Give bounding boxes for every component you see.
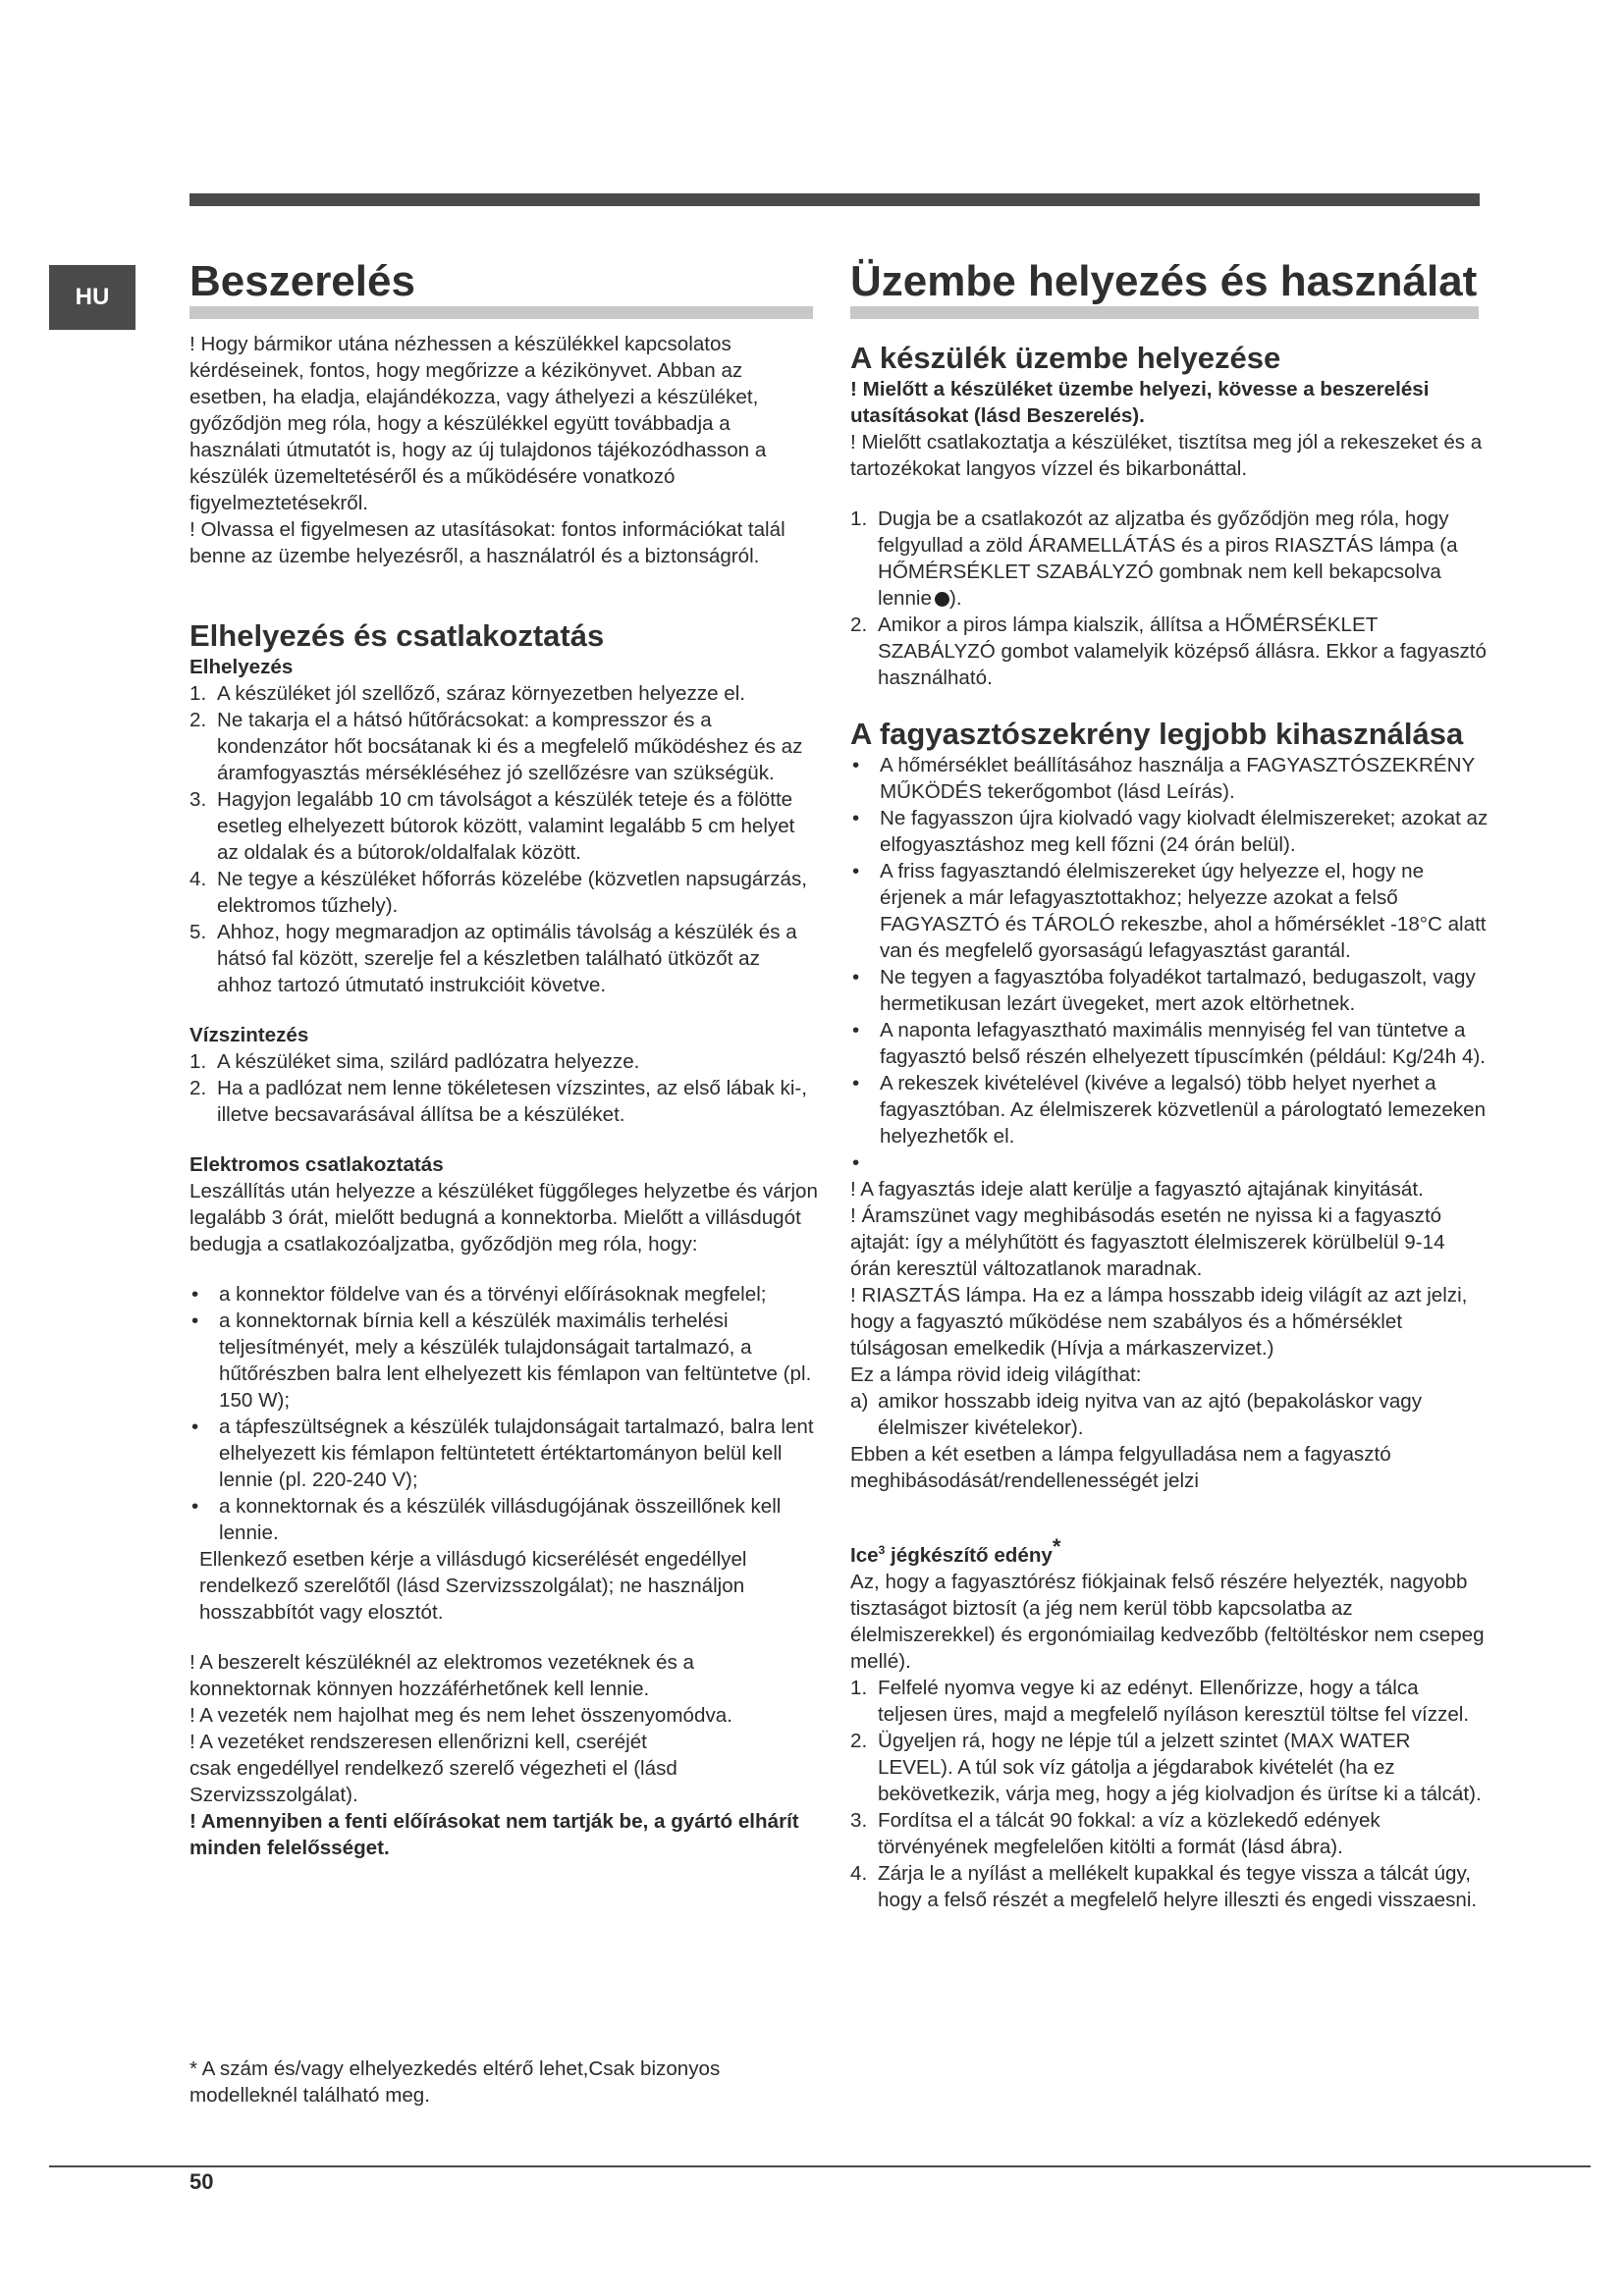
left-column <box>189 257 818 1861</box>
best-use-bullet: • Ne tegyen a fagyasztóba folyadékot tartalmazó, bedugaszolt, vagy hermetikusan lezárt üvegeket, mert azok eltörhetnek. <box>852 966 1476 1015</box>
electric-bullet: • a tápfeszültségnek a készülék tulajdonságait tartalmazó, balra lent elhelyezett kis fémlapon feltüntetett értéktartományon belül kell lennie (pl. 220-240 V); <box>191 1415 814 1491</box>
intro-paragraph-2: ! Olvassa el figyelmesen az utasításokat: fontos információkat talál benne az üzembe helyezésről, a használatról és a biztonságról. <box>189 518 785 567</box>
note-5: a) amikor hosszabb ideig nyitva van az ajtó (bepakoláskor vagy élelmiszer kivételekor). <box>850 1390 1423 1439</box>
placement-item: 2. Ne takarja el a hátsó hűtőrácsokat: a kompresszor és a kondenzátor hőt bocsátanak ki és a megfelelő működéshez és az áramfogyasztás mérsékléséhez jó szellőzésre van szükségük. <box>189 709 803 784</box>
warning-1: ! A beszerelt készüléknél az elektromos vezetéknek és a konnektornak könnyen hozzáférhetőnek kell lennie. <box>189 1651 694 1700</box>
electric-bullet: • a konnektornak és a készülék villásdugójának összeillőnek kell lennie. <box>191 1495 782 1544</box>
bottom-rule <box>49 2165 1591 2167</box>
note-4: Ez a lámpa rövid ideig világíthat: <box>850 1363 1142 1386</box>
startup-note: ! Mielőtt csatlakoztatja a készüléket, tisztítsa meg jól a rekeszeket és a tartozékokat langyos vízzel és bikarbonáttal. <box>850 431 1483 480</box>
language-tab: HU <box>49 265 135 330</box>
ice-item: 3. Fordítsa el a tálcát 90 fokkal: a víz a közlekedő edények törvényének megfelelően kitölti a formát (lásd ábra). <box>850 1808 1380 1858</box>
warning-3a: ! A vezetéket rendszeresen ellenőrizni kell, cseréjét <box>189 1731 647 1753</box>
warning-bold: ! Amennyiben a fenti előírásokat nem tartják be, a gyártó elhárít minden felelősséget. <box>189 1810 799 1859</box>
startup-heading: A készülék üzembe helyezése <box>850 341 1281 375</box>
electric-subheading: Elektromos csatlakoztatás <box>189 1153 444 1176</box>
placement-connection-heading: Elhelyezés és csatlakoztatás <box>189 618 605 653</box>
ice-item: 1. Felfelé nyomva vegye ki az edényt. Ellenőrizze, hogy a tálca teljesen üres, majd a megfelelő nyíláson keresztül töltse fel vízzel. <box>850 1676 1470 1726</box>
electric-contrary: Ellenkező esetben kérje a villásdugó kicserélését engedéllyel rendelkező szerelőtől (lásd Szervizsszolgálat); ne használjon hosszabbítót vagy elosztót. <box>199 1548 747 1624</box>
intro-paragraph-1: ! Hogy bármikor utána nézhessen a készülékkel kapcsolatos kérdéseinek, fontos, hogy megőrizze a kézikönyvet. Abban az esetben, ha eladja, elajándékozza, vagy áthelyezi a készüléket, győződjön meg róla, hogy a készülékkel együtt továbbadja a használati útmutatót is, hogy az új tulajdonos tájékozódhasson a készülék üzemeltetéséről és a működésére vonatkozó figyelmeztetésekről. <box>189 333 767 514</box>
note-1: ! A fagyasztás ideje alatt kerülje a fagyasztó ajtajának kinyitását. <box>850 1178 1424 1201</box>
best-use-bullet: • A hőmérséklet beállításához használja a FAGYASZTÓSZEKRÉNY MŰKÖDÉS tekerőgombot (lásd Leírás). <box>852 754 1475 803</box>
leveling-item: 1. A készüléket sima, szilárd padlózatra helyezze. <box>189 1050 640 1073</box>
best-use-heading: A fagyasztószekrény legjobb kihasználása <box>850 717 1464 751</box>
leveling-item: 2. Ha a padlózat nem lenne tökéletesen vízszintes, az első lábak ki-, illetve becsavarásával állítsa be a készüléket. <box>189 1077 807 1126</box>
ice-text: Az, hogy a fagyasztórész fiókjainak felső részére helyezték, nagyobb tisztaságot biztosít (a jég nem kerül több kapcsolatba az élelmiszerekkel) és ergonómiailag kedvezőbb (feltöltéskor nem csepeg mellé). <box>850 1570 1485 1673</box>
electric-text: Leszállítás után helyezze a készüléket függőleges helyzetbe és várjon legalább 3 órát, mielőtt bedugná a konnektorba. Mielőtt a villásdugót bedugja a csatlakozóaljzatba, győződjön meg róla, hogy: <box>189 1180 818 1255</box>
placement-item: 4. Ne tegye a készüléket hőforrás közelébe (közvetlen napsugárzás, elektromos tűzhely). <box>189 868 807 917</box>
footnote: * A szám és/vagy elhelyezkedés eltérő lehet,Csak bizonyos modelleknél található meg. <box>189 2057 721 2107</box>
ice-heading: Ice$^3$ jégkészítő edény* <box>850 1534 1061 1567</box>
best-use-bullet: • A naponta lefagyasztható maximális mennyiség fel van tüntetve a fagyasztó belső részén elhelyezett típuscímkén (például: Kg/24h 4). <box>852 1019 1487 1068</box>
startup-title: Üzembe helyezés és használat <box>850 257 1479 319</box>
startup-item: 1. Dugja be a csatlakozót az aljzatba és győződjön meg róla, hogy felgyullad a zöld ÁRAMELLÁTÁS és a piros RIASZTÁS lámpa (a HŐMÉRSÉKLET SZABÁLYZÓ gombnak nem kell bekapcsolva lennie ). <box>850 507 1458 610</box>
placement-item: 3. Hagyjon legalább 10 cm távolságot a készülék teteje és a fölötte esetleg elhelyezett bútorok között, valamint legalább 5 cm helyet az oldalak és a bútorok/oldalfalak között. <box>189 788 795 864</box>
best-use-bullet: • Ne fagyasszon újra kiolvadó vagy kiolvadt élelmiszereket; azokat az elfogyasztáshoz meg kell főzni (24 órán belül). <box>852 807 1489 856</box>
note-6: Ebben a két esetben a lámpa felgyulladása nem a fagyasztó meghibásodását/rendellenességét jelzi <box>850 1443 1391 1492</box>
best-use-bullet: • A friss fagyasztandó élelmiszereket úgy helyezze el, hogy ne érjenek a már lefagyasztottakhoz; helyezze azokat a felső FAGYASZTÓ és TÁROLÓ rekeszbe, ahol a hőmérséklet -18°C alatt van és megfelelő gyorsaságú lefagyasztást garantál. <box>852 860 1487 962</box>
note-3: ! RIASZTÁS lámpa. Ha ez a lámpa hosszabb ideig világít az azt jelzi, hogy a fagyasztó működése nem szabályos és a hőmérséklet túlságosan emelkedik (Hívja a márkaszervizet.) <box>850 1284 1468 1360</box>
warning-3b: csak engedéllyel rendelkező szerelő végezheti el (lásd Szervizsszolgálat). <box>189 1757 677 1806</box>
off-symbol-icon <box>935 592 949 607</box>
top-rule <box>189 193 1480 206</box>
startup-bold-note: ! Mielőtt a készüléket üzembe helyezi, kövesse a beszerelési utasításokat (lásd Beszerelés). <box>850 378 1430 427</box>
ice-item: 2. Ügyeljen rá, hogy ne lépje túl a jelzett szintet (MAX WATER LEVEL). A túl sok víz gátolja a jégdarabok kivételét (ha ez bekövetkezik, várja meg, hogy a jég kiolvadjon és ürítse ki a tálcát). <box>850 1729 1482 1805</box>
startup-item: 2. Amikor a piros lámpa kialszik, állítsa a HŐMÉRSÉKLET SZABÁLYZÓ gombot valamelyik középső állásra. Ekkor a fagyasztó használható. <box>850 614 1487 689</box>
best-use-bullet: • A rekeszek kivételével (kivéve a legalsó) több helyet nyerhet a fagyasztóban. Az élelmiszerek közvetlenül a párologtató lemezeken helyezhetők el. <box>852 1072 1487 1148</box>
electric-bullet: • a konnektornak bírnia kell a készülék maximális terhelési teljesítményét, mely a készülék tulajdonságait tartalmazó, a hűtőrészben balra lent elhelyezett kis fémlapon van feltüntetve (pl. 150 W); <box>191 1309 812 1412</box>
right-column <box>850 257 1489 1913</box>
ice-item: 4. Zárja le a nyílást a mellékelt kupakkal és tegye vissza a tálcát úgy, hogy a felső részét a megfelelő helyre illeszti és engedi visszaesni. <box>850 1861 1478 1911</box>
placement-item: 1. A készüléket jól szellőző, száraz környezetben helyezze el. <box>189 682 746 705</box>
best-use-bullet: • <box>852 1151 860 1174</box>
electric-bullet: • a konnektor földelve van és a törvényi előírásoknak megfelel; <box>191 1283 767 1306</box>
placement-subheading: Elhelyezés <box>189 656 294 678</box>
installation-title: Beszerelés <box>189 257 813 319</box>
leveling-subheading: Vízszintezés <box>189 1024 309 1046</box>
page-number: 50 <box>189 2169 214 2194</box>
placement-item: 5. Ahhoz, hogy megmaradjon az optimális távolság a készülék és a hátsó fal között, szerelje fel a készletben található ütközőt az ahhoz tartozó útmutató instrukcióit követve. <box>189 921 797 996</box>
note-2: ! Áramszünet vagy meghibásodás esetén ne nyissa ki a fagyasztó ajtaját: így a mélyhűtött és fagyasztott élelmiszerek körülbelül 9-14 órán keresztül változatlanok maradnak. <box>850 1204 1445 1280</box>
warning-2: ! A vezeték nem hajolhat meg és nem lehet összenyomódva. <box>189 1704 732 1727</box>
